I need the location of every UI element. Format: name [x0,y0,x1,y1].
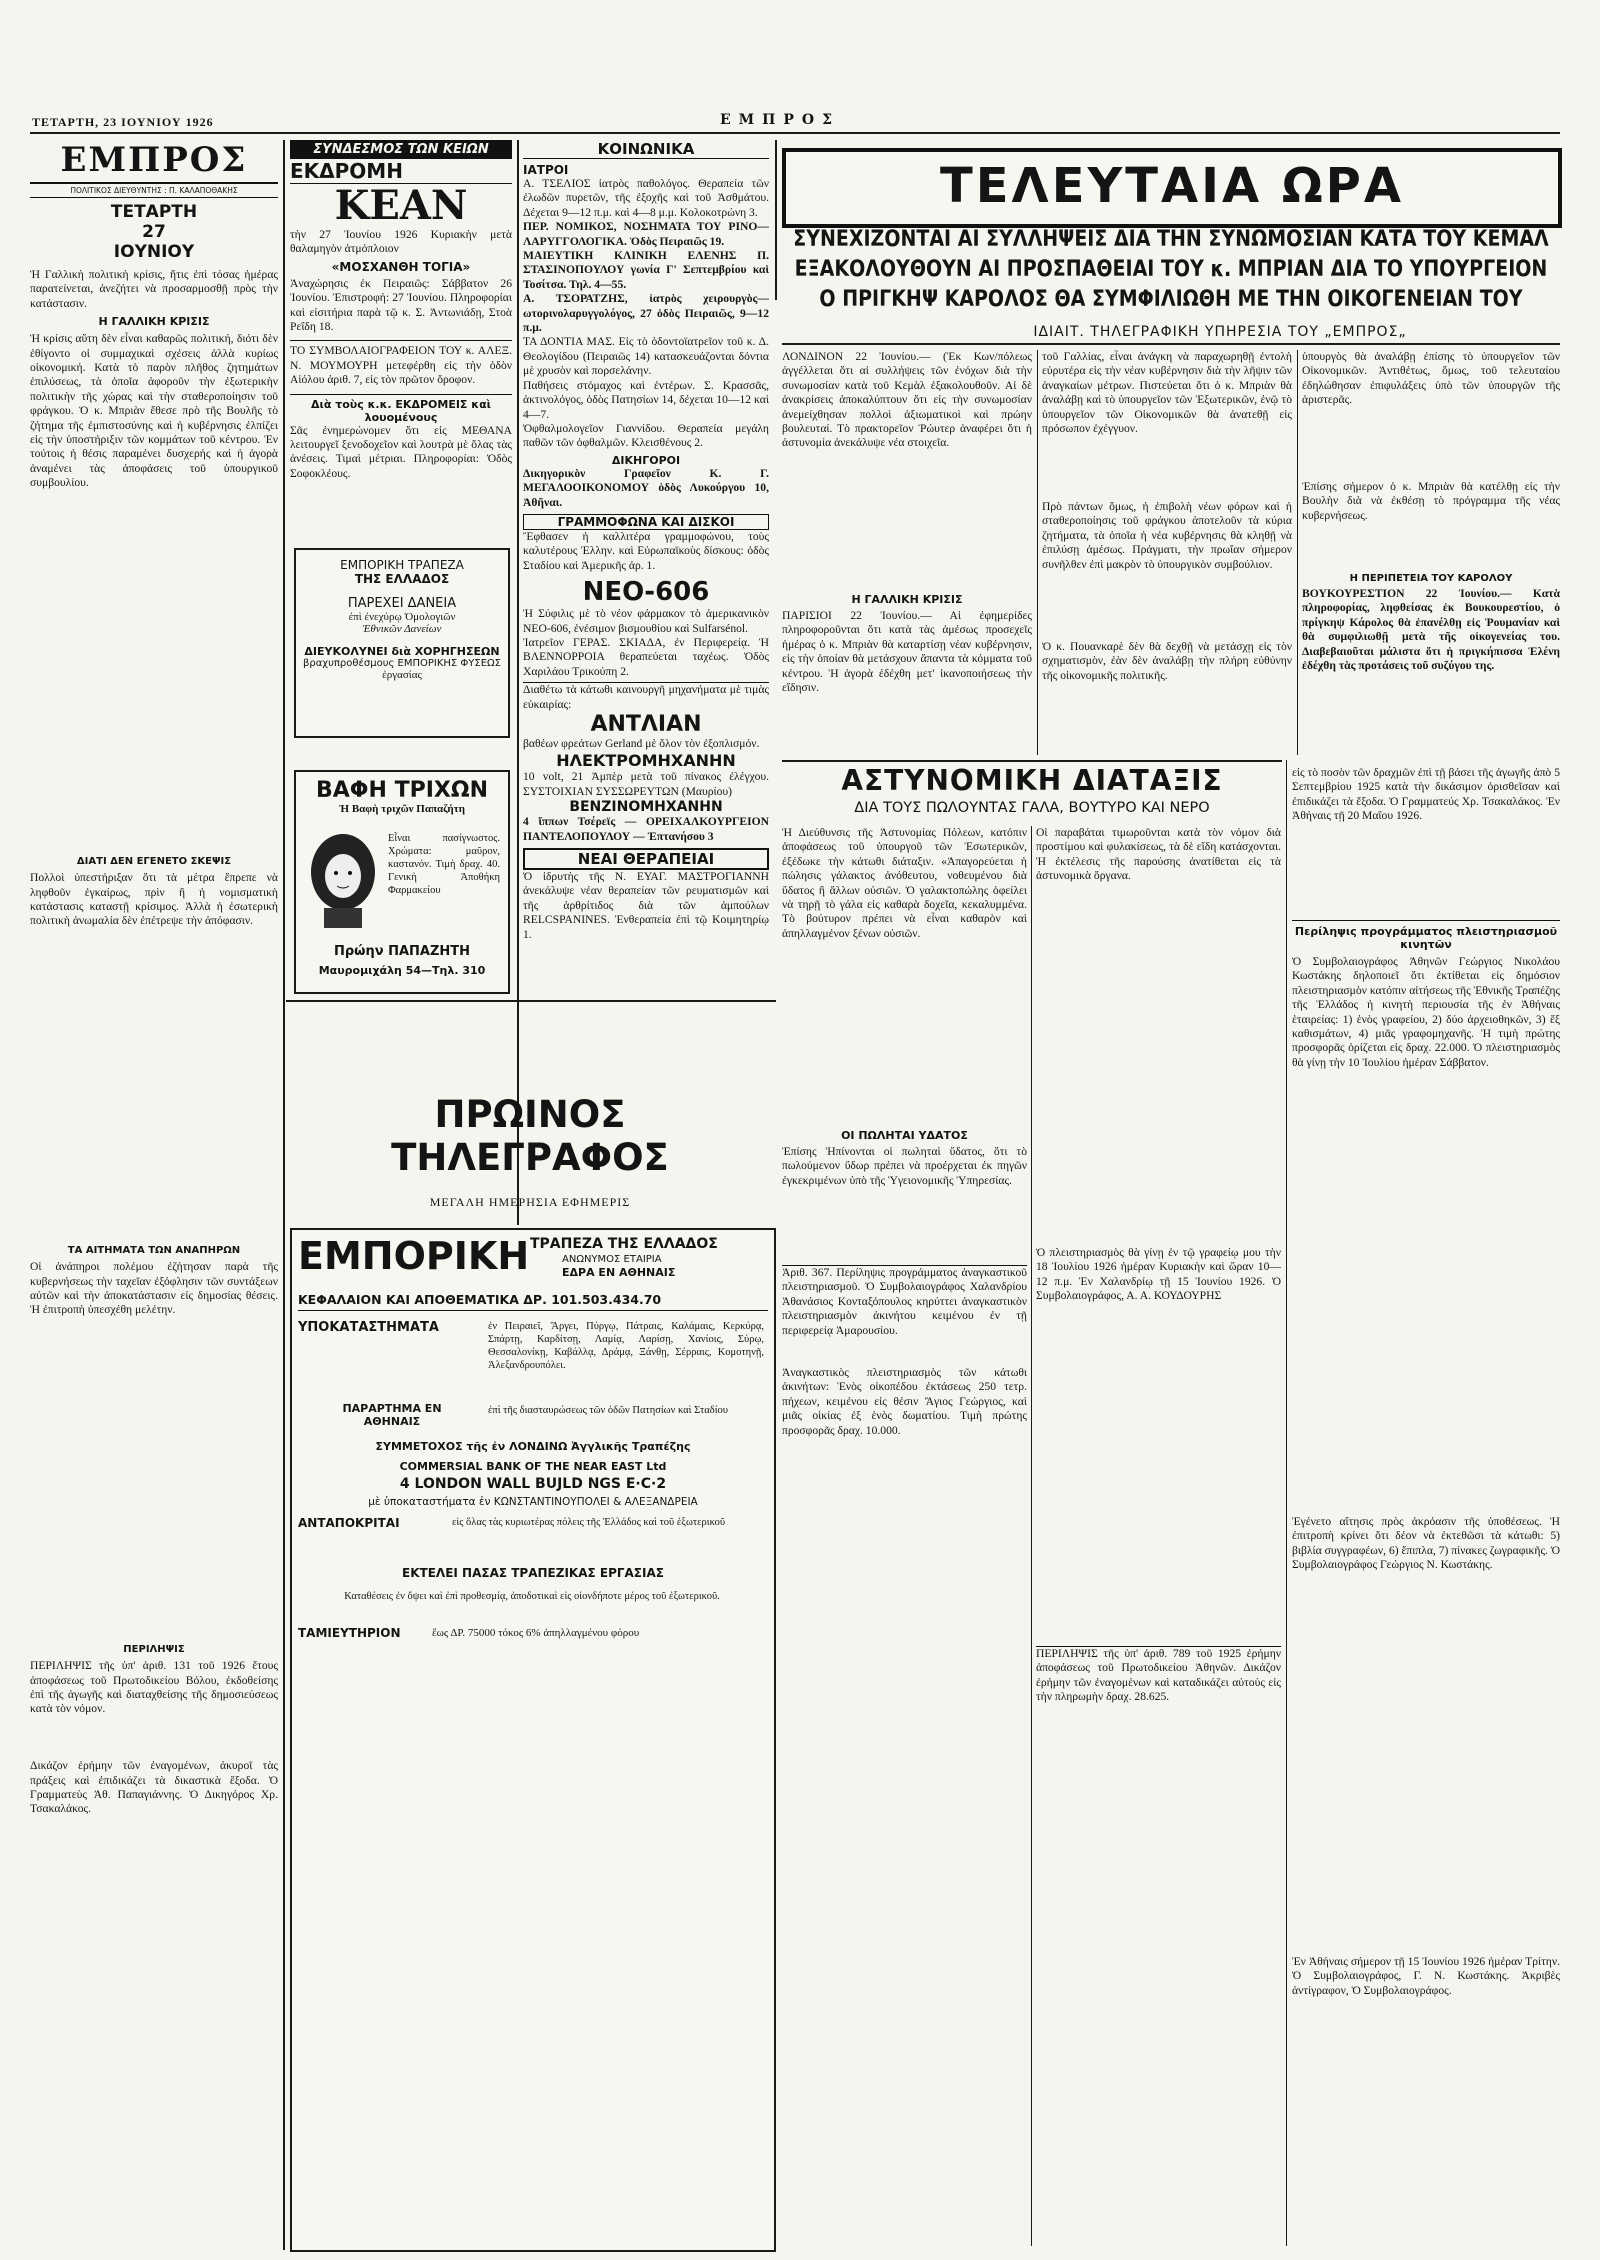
correspondents-text: εἰς ὅλας τὰς κυριωτέρας πόλεις τῆς Ἑλλάδος καὶ τοῦ ἐξωτερικοῦ [452,1517,726,1528]
weekday: ΤΕΤΑΡΤΗ [110,202,198,222]
last-hour-title: ΤΕΛΕΥΤΑΙΑ ΩΡΑ [940,158,1404,214]
news-text: Πρὸ πάντων ὅμως, ἡ ἐπιβολὴ νέων φόρων καὶ ἡ σταθεροποίησις τοῦ φράγκου ἀποτελοῦν τὰ κύρια ζητήματα, τὰ ὁποῖα ἡ νέα κυβέρνησις θὰ κληθῇ νὰ ἐπιλύσῃ ἀμέσως. Πράγματι, τὴν πρωΐαν σήμερον συνῆλθεν ἐπὶ μακρὸν τὸ ὑπουργικὸν συμβούλιον. [1042,500,1292,571]
partner-address: 4 LONDON WALL BUJLD NGS E·C·2 [399,1476,667,1492]
notices-col [1292,766,1560,2246]
annex-label: ΠΑΡΑΡΤΗΜΑ ΕΝ ΑΘΗΝΑΙΣ [342,1402,442,1428]
social-heading: ΚΟΙΝΩΝΙΚΑ [523,140,769,159]
bank-country: ΤΗΣ ΕΛΛΑΔΟΣ [354,572,450,586]
listing: Α. ΤΣΕΛΙΟΣ ἰατρὸς παθολόγος. Θεραπεία τῶν ἐλωδῶν πυρετῶν, τῆς ἐξοχῆς καὶ τοῦ Ἀσθμάτου. Δέχεται 9—12 π.μ. καὶ 4—8 μ.μ. Κολοκοτρώνη 3. [523,177,769,219]
col-divider-1 [283,140,285,2250]
annex-text: ἐπὶ τῆς διασταυρώσεως τῶν ὁδῶν Πατησίων καὶ Σταδίου [488,1405,728,1416]
listing: 4 ἵππων Τσέρεϊς — ΟΡΕΙΧΑΛΚΟΥΡΓΕΙΟΝ ΠΑΝΤΕΛΟΠΟΥΛΟΥ — Ἐπτανήσου 3 [523,815,769,843]
news-text: ὑπουργὸς θὰ ἀναλάβῃ ἐπίσης τὸ ὑπουργεῖον τῶν Οἰκονομικῶν. Ἀντιθέτως, ὅμως, τοῦ τελευταίου ἐδηλώθησαν ἐπιφυλάξεις ὑπὸ τῶν ὑπουργῶν τῆς ἀριστερᾶς. [1302,350,1560,407]
date-number: 27 [142,222,166,242]
divider [782,760,1282,762]
police-text: Ἐπίσης Ἠπίνονται οἱ πωληταὶ ὕδατος, ὅτι τὸ πωλούμενον ὕδωρ πρέπει νὰ προέρχεται ἐκ πηγῶν ἐγκεκριμένων ὑπὸ τῆς Ὑγειονομικῆς Ὑπηρεσίας. [782,1145,1027,1187]
listing: Ὀφθαλμολογεῖον Γιαννίδου. Θεραπεία μεγάλη παθῶν τῶν ὀφθαλμῶν. Κλεισθένους 2. [523,421,769,450]
news-text: ΒΟΥΚΟΥΡΕΣΤΙΟΝ 22 Ἰουνίου.— Κατὰ πληροφορίας, ληφθείσας ἐκ Βουκουρεστίου, ὁ πρίγκηψ Κάρολος θὰ ἐπανέλθῃ εἰς Ῥουμανίαν καὶ θὰ συμφιλιωθῇ μετὰ τῆς οἰκογενείας του. Διαβεβαιοῦται μάλιστα ὅτι ἡ πριγκήπισσα Ἑλένη ἐδέχθη τὰς προτάσεις τοῦ συζύγου της. [1302,587,1560,673]
lawyers-heading: ΔΙΚΗΓΟΡΟΙ [611,453,681,467]
dye-address: Μαυρομιχάλη 54—Τηλ. 310 [318,964,486,977]
excursion-heading: ΕΚΔΡΟΜΗ [290,159,512,184]
notice-text: ΠΕΡΙΛΗΨΙΣ τῆς ὑπ' ἀριθ. 131 τοῦ 1926 ἔτους ἀποφάσεως τοῦ Πρωτοδικείου Βόλου, ἐκδοθείσης ἐπὶ τῆς ἀγωγῆς καὶ διαταχθείσης τῆς δημοσιεύσεως κατὰ τὸν νόμον. [30,1659,278,1716]
news-col-3 [1302,350,1560,755]
morning-telegraph-subtitle: ΜΕΓΑΛΗ ΗΜΕΡΗΣΙΑ ΕΦΗΜΕΡΙΣ [429,1195,631,1209]
doctors-heading: ΙΑΤΡΟΙ [523,163,569,177]
news-text: Ὁ κ. Πουανκαρὲ δὲν θὰ δεχθῇ νὰ μετάσχῃ εἰς τὸν σχηματισμὸν, ἐὰν δὲν ἀναλάβῃ τὴν πλήρη εὐθύνην τῆς οἰκονομικῆς πολιτικῆς. [1042,640,1292,682]
association-banner: ΣΥΝΔΕΣΜΟΣ ΤΩΝ ΚΕΙΩΝ [290,140,512,159]
editorial-text: Ἡ Γαλλικὴ πολιτικὴ κρίσις, ἥτις ἐπὶ τόσας ἡμέρας παρατείνεται, ἀνεζήτει νὰ προσαρμοσθῇ πρὸς τὴν κατάστασιν. [30,268,278,310]
auction-notice: Ἀναγκαστικὸς πλειστηριασμὸς τῶν κάτωθι ἀκινήτων: Ἑνὸς οἰκοπέδου ἐκτάσεως 250 τετρ. πήχεων, κειμένου εἰς θέσιν Ἅγιος Γεώργιος, καὶ μιᾶς οἰκίας ἐξ ἑνὸς δωματίου. Τιμὴ πρώτης προσφορᾶς δραχ. 10.000. [782,1366,1027,1437]
pump-heading: ΑΝΤΛΙΑΝ [590,712,702,737]
director-line: ΠΟΛΙΤΙΚΟΣ ΔΙΕΥΘΥΝΤΗΣ : Π. ΚΑΛΑΠΟΘΑΚΗΣ [30,184,278,198]
col-divider [1286,760,1287,2246]
news-text: Ἐπίσης σήμερον ὁ κ. Μπριὰν θὰ κατέλθῃ εἰς τὴν Βουλὴν διὰ νὰ ἐκθέσῃ τὸ πρόγραμμα τῆς νέας κυβερνήσεως. [1302,480,1560,522]
column-social [523,140,769,1005]
last-hour-banner [782,148,1562,228]
headline-1: ΣΥΝΕΧΙΖΟΝΤΑΙ ΑΙ ΣΥΛΛΗΨΕΙΣ ΔΙΑ ΤΗΝ ΣΥΝΩΜΟΣΙΑΝ ΚΑΤΑ ΤΟΥ ΚΕΜΑΛ [793,226,1549,252]
dye-subtitle: Ἡ Βαφὴ τριχῶν Παπαζήτη [339,803,465,815]
judgment-notice: εἰς τὸ ποσὸν τῶν δραχμῶν ἐπὶ τῇ βάσει τῆς ἀγωγῆς ἀπὸ 5 Σεπτεμβρίου 1925 κατὰ τὴν δικάσιμον ὁρισθεῖσαν καὶ ἐπιδικάζει τὰ ἔξοδα. Ὁ Γραμματεύς Χρ. Τσακαλάκος. Ἐν Ἀθήναις τῇ 20 Μαΐου 1926. [1292,766,1560,823]
excursion-text: τὴν 27 Ἰουνίου 1926 Κυριακὴν μετὰ θαλαμηγὸν ἀτμόπλοιον [290,228,512,256]
col-divider [1297,350,1298,755]
notary-notice: ΤΟ ΣΥΜΒΟΛΑΙΟΓΡΑΦΕΙΟΝ ΤΟΥ κ. ΑΛΕΞ. Ν. ΜΟΥΜΟΥΡΗ μετεφέρθη εἰς τὴν ὁδὸν Αἰόλου ἀριθ. 7, εἰς τὸν πρῶτον ὄροφον. [290,340,512,387]
bonds-line-2: Ἐθνικῶν Δανείων [362,623,442,635]
grants-line-3: ἐργασίας [382,669,422,681]
col-divider [1031,826,1032,2246]
grants-line: ΔΙΕΥΚΟΛΥΝΕΙ διὰ ΧΟΡΗΓΗΣΕΩΝ [304,645,500,658]
loans-line: ΠΑΡΕΧΕΙ ΔΑΝΕΙΑ [347,596,457,611]
column-editorial [30,140,278,2250]
ship-name: «ΜΟΣΧΑΝΘΗ ΤΟΓΙΑ» [331,259,471,274]
listing: Ἔφθασεν ἡ καλλιτέρα γραμμοφώνου, τοὺς καλυτέρους Ἑλλην. καὶ Εὐρωπαϊκοὺς δίσκους: ὁδὸς Σταδίου καὶ Ἀμερικῆς ἀρ. 1. [523,529,769,572]
notice-text: Δικάζον ἐρήμην τῶν ἐναγομένων, ἀκυροῖ τὰς πράξεις καὶ ἐπιδικάζει τὰ δικαστικὰ ἔξοδα. Ὁ Γραμματεὺς Ἀθ. Παπαγιάννης. Ὁ Δικηγόρος Χρ. Τσακαλάκος. [30,1759,278,1816]
morning-telegraph-ad [290,1005,770,1220]
bank-ad-name: ΕΜΠΟΡΙΚΗ [298,1234,530,1278]
judgment-notice: ΠΕΡΙΛΗΨΙΣ τῆς ὑπ' ἀριθ. 789 τοῦ 1925 ἐρήμην ἀποφάσεως τοῦ Πρωτοδικείου Ἀθηνῶν. Δικάζον ἐρήμην τῶν ἐναγομένων καὶ καταδικάζει αὐτοὺς εἰς τὴν πληρωμὴν δραχ. 28.625. [1036,1646,1281,1847]
portrait-illustration [304,828,382,928]
partner-label: ΣΥΜΜΕΤΟΧΟΣ τῆς ἐν ΛΟΝΔΙΝΩ Ἀγγλικῆς Τραπέζης [375,1440,691,1453]
bonds-line: ἐπὶ ἐνεχύρῳ Ὁμολογιῶν [348,611,456,623]
police-col-2 [1036,826,1281,2246]
dye-store: Πρώην ΠΑΠΑΖΗΤΗ [333,944,471,959]
commercial-bank-ad [290,1228,776,2252]
month: ΙΟΥΝΙΟΥ [113,242,195,262]
bank-name: ΕΜΠΟΡΙΚΗ ΤΡΑΠΕΖΑ [340,558,464,572]
listing: ΜΑΙΕΥΤΙΚΗ ΚΛΙΝΙΚΗ ΕΛΕΝΗΣ Π. ΣΤΑΣΙΝΟΠΟΥΛΟΥ γωνία Γ' Σεπτεμβρίου καὶ Τοσίτσα. Τηλ. 4—55. [523,249,769,291]
partner-bank: COMMERSIAL BANK OF THE NEAR EAST Ltd [399,1460,667,1473]
methana-text: Σᾶς ἐνημερώνομεν ὅτι εἰς ΜΕΘΑΝΑ λειτουργεῖ ξενοδοχεῖον καὶ λουτρὰ μὲ ὅλας τὰς ἀνέσεις. Τιμαὶ μέτριαι. Πληροφορίαι: Ὁδὸς Σοφοκλέους. [290,423,512,480]
auction-notice: Ἐγένετο αἴτησις πρὸς ἀκρόασιν τῆς ὑποθέσεως. Ἡ ἐπιτροπὴ κρίνει ὅτι δέον νὰ ἐκτεθῶσι τὰ κάτωθι: 5) βιβλία συγγραφέων, 6) ἔπιπλα, 7) πίνακες ζωγραφικῆς. Ὁ Συμβολαιογράφος Γεώργιος Ν. Κωστάκης. [1292,1515,1560,1572]
headline-3: Ο ΠΡΙΓΚΗΨ ΚΑΡΟΛΟΣ ΘΑ ΣΥΜΦΙΛΙΩΘΗ ΜΕ ΤΗΝ ΟΙΚΟΓΕΝΕΙΑΝ ΤΟΥ [819,286,1523,312]
news-text: τοῦ Γαλλίας, εἶναι ἀνάγκη νὰ παραχωρηθῇ ἐντολὴ εὐρυτέρα εἰς τὴν νέαν κυβέρνησιν διὰ τὴν λῆψιν τῶν ἀναγκαίων μέτρων. Πιστεύεται ὅτι ὁ κ. Μπριὰν θὰ ἀναλάβῃ καὶ τὸ ὑπουργεῖον τῶν Ἐξωτερικῶν, ἐνῷ τὸ ὑπουργεῖον τῶν Οἰκονομικῶν θὰ ἀνατεθῇ εἰς πρόσωπον ἐχέγγυον. [1042,350,1292,436]
listing: ΠΕΡ. ΝΟΜΙΚΟΣ, ΝΟΣΗΜΑΤΑ ΤΟΥ ΡΙΝΟ—ΛΑΡΥΓΓΟΛΟΓΙΚΑ. Ὁδὸς Πειραιῶς 19. [523,220,769,248]
dye-title: ΒΑΦΗ ΤΡΙΧΩΝ [316,778,488,803]
bank-ad-line3: ΕΔΡΑ ΕΝ ΑΘΗΝΑΙΣ [562,1266,676,1279]
police-title: ΑΣΤΥΝΟΜΙΚΗ ΔΙΑΤΑΞΙΣ [841,764,1223,797]
police-subtitle: ΔΙΑ ΤΟΥΣ ΠΩΛΟΥΝΤΑΣ ΓΑΛΑ, ΒΟΥΤΥΡΟ ΚΑΙ ΝΕΡΟ [854,800,1210,816]
news-text: ΠΑΡΙΣΙΟΙ 22 Ἰουνίου.— Αἱ ἐφημερίδες πληροφοροῦνται ὅτι κατὰ τὰς ἀμέσως προσεχεῖς ἡμέρας ὁ κ. Μπριὰν θὰ καταρτίσῃ νέαν κυβέρνησιν, εἰς τὴν ὁποίαν θὰ μετάσχουν ἅπαντα τὰ κόμματα τοῦ κέντρου. Ἡ ἀγορὰ ἐδέχθη μετ' ἱκανοποιήσεως τὴν εἴδησιν. [782,609,1032,695]
listing: Ἰατρεῖον ΓΕΡΑΣ. ΣΚΙΑΔΑ, ἐν Περιφερείᾳ. Ἡ ΒΛΕΝΝΟΡΡΟΙΑ θεραπεύεται ταχέως. Ὁδὸς Χαριλάου Τρικούπη 2. [523,635,769,678]
correspondents-label: ΑΝΤΑΠΟΚΡΙΤΑΙ [298,1516,400,1530]
branches-list: ἐν Πειραιεῖ, Ἄργει, Πύργῳ, Πάτραις, Καλάμαις, Κερκύρᾳ, Σπάρτῃ, Καρδίτσῃ, Λαμίᾳ, Λαρίσῃ, Χανίοις, Σύρῳ, Θεσσαλονίκῃ, Καβάλλᾳ, Δράμᾳ, Ξάνθῃ, Σέρραις, Κομοτηνῇ, Ἀλεξανδρουπόλει. [488,1321,764,1371]
listing: Διαθέτω τὰ κάτωθι καινουργῆ μηχανήματα μὲ τιμὰς εὐκαιρίας: [523,683,769,711]
listing: Δικηγορικὸν Γραφεῖον Κ. Γ. ΜΕΓΑΛΟΟΙΚΟΝΟΜΟΥ ὁδὸς Λυκούργου 10, Ἀθῆναι. [523,466,769,509]
news-subhead: Η ΓΑΛΛΙΚΗ ΚΡΙΣΙΣ [851,593,963,606]
news-subhead: Η ΠΕΡΙΠΕΤΕΙΑ ΤΟΥ ΚΑΡΟΛΟΥ [1349,573,1513,584]
editorial-text: Ἡ κρίσις αὕτη δὲν εἶναι καθαρῶς πολιτική, διότι δὲν ἐθίγοντο οἱ συμμαχικαὶ σχέσεις ἀλλὰ κυρίως οἰκονομική. Κατὰ τὸ παρὸν πλῆθος ζητημάτων ἐπιλύσεως, τὰ ὁποῖα ἀφοροῦν τὴν ἐξωτερικὴν πολιτικὴν τῆς χώρας καὶ τὴν σταθεροποίησιν τοῦ φράγκου. Ὁ κ. Μπριὰν ἔθεσε πρὸ τῆς Βουλῆς τὸ ζήτημα τῆς ἐμπιστοσύνης καὶ ἡ κυβέρνησις ἐλπίζει εἰς τὴν ὑποστήριξιν τῶν κομμάτων τοῦ κέντρου. Ἐν τούτοις ἡ θέσις παραμένει δυσχερής καὶ ἡ ἀγορὰ ἀναμένει τὰς ἀποφάσεις τοῦ ὑπουργικοῦ συμβουλίου. [30,332,278,490]
police-text: Οἱ παραβάται τιμωροῦνται κατὰ τὸν νόμον διὰ προστίμου καὶ φυλακίσεως, τὰ δὲ εἴδη κατάσχονται. Ἡ ἐκτέλεσις τῆς παρούσης ἀνατίθεται εἰς τὰ ἀστυνομικὰ ὄργανα. [1036,826,1281,883]
excursion-text: Ἀναχώρησις ἐκ Πειραιῶς: Σάββατον 26 Ἰουνίου. Ἐπιστροφή: 27 Ἰουνίου. Πληροφορίαι καὶ εἰσιτήρια παρὰ τῷ κ. Σ. Ἀντωνιάδῃ, Στοὰ Ρεΐδη 18. [290,276,512,334]
divider [782,343,1560,345]
auction-notice: Ἀριθ. 367. Περίληψις προγράμματος ἀναγκαστικοῦ πλειστηριασμοῦ. Ὁ Συμβολαιογράφος Χαλανδρίου Ἀθανάσιος Κονταξόπουλος κηρύττει ἀναγκαστικὸν πλειστηριασμὸν ἀκινήτου κειμένου ἐν τῇ περιφερείᾳ Ἀμαρουσίου. [782,1265,1027,1366]
auction-notice: Ὁ Συμβολαιογράφος Ἀθηνῶν Γεώργιος Νικολάου Κωστάκης δηλοποιεῖ ὅτι ἐκτίθεται εἰς δημόσιον πλειστηριασμὸν κατόπιν αἰτήσεως τῆς Ἐθνικῆς Τραπέζης τῆς Ἑλλάδος ἡ κινητὴ περιουσία τῆς ἐν Ἀθήναις ἑταιρείας: 1) ἑνὸς γραφείου, 2) δύο ἀρχειοθηκῶν, 3) ἕξ καθισμάτων, 4) μιᾶς γραφομηχανῆς. Ἡ τιμὴ πρώτης προσφορᾶς ὁρίζεται εἰς δραχ. 22.000. Ὁ πλειστηριασμὸς θὰ γίνῃ τὴν 10 Ἰουλίου ἡμέραν Σάββατον. [1292,955,1560,1069]
branches-label: ΥΠΟΚΑΤΑΣΤΗΜΑΤΑ [298,1320,439,1335]
col-divider-3 [775,140,777,300]
auction-notice: Ὁ πλειστηριασμὸς θὰ γίνῃ ἐν τῷ γραφείῳ μου τὴν 18 Ἰουλίου 1926 ἡμέραν Κυριακὴν καὶ ὥραν 10—12 π.μ. Ἐν Χαλανδρίῳ τῇ 15 Ἰουνίου 1926. Ὁ Συμβολαιογράφος, Α. Α. ΚΟΥΔΟΥΡΗΣ [1036,1246,1281,1303]
gramophone-heading: ΓΡΑΜΜΟΦΩΝΑ ΚΑΙ ΔΙΣΚΟΙ [523,514,769,530]
col-divider [1037,350,1038,755]
news-col-2 [1042,350,1292,755]
deposits-text: Καταθέσεις ἐν ὄψει καὶ ἐπὶ προθεσμίᾳ, ἀποδοτικαὶ εἰς οἱονδήποτε μέρος τοῦ ἐξωτερικοῦ. [344,1591,720,1602]
listing: Α. ΤΣΟΡΑΤΖΗΣ, ἰατρὸς χειρουργὸς—ωτορινολαρυγγολόγος, 27 ὁδὸς Πειραιῶς, 9—12 π.μ. [523,292,769,335]
top-rule [30,132,1560,134]
listing: Παθήσεις στόμαχος καὶ ἐντέρων. Σ. Κρασσᾶς, ἀκτινολόγος, ὁδὸς Πατησίων 14, δέχεται 10—12 καὶ 4—7. [523,378,769,421]
listing: ΤΑ ΔΟΝΤΙΑ ΜΑΣ. Εἰς τὸ ὀδοντοϊατρεῖον τοῦ κ. Δ. Θεολογίδου (Πειραιῶς 14) κατασκευάζονται δόντια μὲ χρυσὸν καὶ πορσελάνην. [523,335,769,378]
headline-2: ΕΞΑΚΟΛΟΥΘΟΥΝ ΑΙ ΠΡΟΣΠΑΘΕΙΑΙ ΤΟΥ κ. ΜΠΡΙΑΝ ΔΙΑ ΤΟ ΥΠΟΥΡΓΕΙΟΝ [794,256,1548,282]
editorial-text: Οἱ ἀνάπηροι πολέμου ἐζήτησαν παρὰ τῆς κυβερνήσεως τὴν ταχεῖαν ἐξόφλησιν τῶν συντάξεων αὐτῶν καὶ τὴν ἀποκατάστασιν εἰς δημοσίας θέσεις. Ἡ ἐπιτροπὴ ὑπεσχέθη μελέτην. [30,1260,278,1317]
police-col-1 [782,826,1027,2246]
bank-ad-line2: ΑΝΩΝΥΜΟΣ ΕΤΑΙΡΙΑ [562,1254,662,1265]
excursionists-notice: Διὰ τοὺς κ.κ. ΕΚΔΡΟΜΕΙΣ καὶ λουομένους [290,394,512,424]
editorial-text: Πολλοὶ ὑπεστήριξαν ὅτι τὰ μέτρα ἔπρεπε νὰ ληφθοῦν ἐγκαίρως, πρὶν ἢ ἡ νομισματικὴ κατάστασις καταστῇ κρίσιμος. Ἀλλὰ ἡ ἐσωτερικὴ πολιτικὴ ἀνωμαλία δὲν ἐπέτρεψε τὴν ἀπόφασιν. [30,871,278,928]
masthead-small: ΕΜΠΡΟΣ [720,112,841,128]
bank-ad-line1: ΤΡΑΠΕΖΑ ΤΗΣ ΕΛΛΑΔΟΣ [530,1236,718,1252]
dateline: ΤΕΤΑΡΤΗ, 23 ΙΟΥΝΙΟΥ 1926 [32,115,214,129]
engine-heading: ΒΕΝΖΙΝΟΜΗΧΑΝΗΝ [569,799,723,816]
listing: βαθέων φρεάτων Gerland μὲ ὅλον τὸν ἐξοπλισμόν. [523,737,760,750]
auction-heading: Περίληψις προγράμματος πλειστηριασμοῦ κινητῶν [1292,920,1560,951]
paper-title: ΕΜΠΡΟΣ [30,140,278,184]
savings-text: ἕως ΔΡ. 75000 τόκος 6% ἀπηλλαγμένου φόρου [432,1627,640,1639]
generator-heading: ΗΛΕΚΤΡΟΜΗΧΑΝΗΝ [556,751,736,771]
destination: ΚΕΑΝ [334,182,468,229]
bank-services: ΕΚΤΕΛΕΙ ΠΑΣΑΣ ΤΡΑΠΕΖΙΚΑΣ ΕΡΓΑΣΙΑΣ [402,1566,664,1580]
police-text: Ἡ Διεύθυνσις τῆς Ἀστυνομίας Πόλεων, κατόπιν ἀποφάσεως τοῦ ὑπουργοῦ τῶν Ἐσωτερικῶν, ἐξέδωκε τὴν κάτωθι διάταξιν. «Ἀπαγορεύεται ἡ πώλησις γάλακτος ἀνόθευτου, νοθευμένου διὰ ὕδατος ἢ ἄλλων οὐσιῶν. Ὁ γαλακτοπώλης ὀφείλει νὰ τηρῇ τὸ γάλα εἰς καθαρὰ δοχεῖα, κεκαλυμμένα. Τὸ βούτυρον πρέπει νὰ εἶναι καθαρὸν καὶ ἀπηλλαγμένον ξένων οὐσιῶν. [782,826,1027,940]
bank-loans-ad [294,548,510,738]
partner-branches: μὲ ὑποκαταστήματα ἐν ΚΩΝΣΤΑΝΤΙΝΟΥΠΟΛΕΙ & ΑΛΕΞΑΝΔΡΕΙΑ [368,1496,698,1508]
wire-service: ΙΔΙΑΙΤ. ΤΗΛΕΓΡΑΦΙΚΗ ΥΠΗΡΕΣΙΑ ΤΟΥ „ΕΜΠΡΟΣ„ [1033,324,1407,340]
subhead-reflection: ΔΙΑΤΙ ΔΕΝ ΕΓΕΝΕΤΟ ΣΚΕΨΙΣ [76,856,232,868]
listing: Ὁ ἰδρυτὴς τῆς Ν. ΕΥΑΓ. ΜΑΣΤΡΟΓΙΑΝΝΗ ἀνεκάλυψε νέαν θεραπείαν τῶν ρευματισμῶν καὶ τῆς ἀρθρίτιδος διὰ τῶν ἀμπούλων RELCSPANINES. Ἐνθεραπεία ἐπὶ τῷ Κοιμητηρίῳ 1. [523,870,769,941]
listing: 10 volt, 21 Ἀμπὲρ μετὰ τοῦ πίνακος ἐλέγχου. ΣΥΣΤΟΙΧΙΑΝ ΣΥΣΣΩΡΕΥΤΩΝ (Μαυρίου) [523,770,769,798]
grants-line-2: βραχυπροθέσμους ΕΜΠΟΡΙΚΗΣ ΦΥΣΕΩΣ [302,658,501,669]
savings-label: ΤΑΜΙΕΥΤΗΡΙΟΝ [298,1626,401,1640]
bank-capital: ΚΕΦΑΛΑΙΟΝ ΚΑΙ ΑΠΟΘΕΜΑΤΙΚΑ ΔΡ. 101.503.434.70 [298,1292,768,1311]
notice-heading: ΠΕΡΙΛΗΨΙΣ [123,1644,185,1656]
auction-notice: Ἐν Ἀθήναις σήμερον τῇ 15 Ἰουνίου 1926 ἡμέραν Τρίτην. Ὁ Συμβολαιογράφος, Γ. Ν. Κωστάκης. Ἀκριβὲς ἀντίγραφον, Ὁ Συμβολαιογράφος. [1292,1955,1560,1997]
morning-telegraph-title: ΠΡΩΙΝΟΣ ΤΗΛΕΓΡΑΦΟΣ [391,1093,669,1179]
listing: Ἡ Σύφιλις μὲ τὸ νέον φάρμακον τὸ ἀμερικανικὸν ΝΕΟ-606, ἐνέσιμον βισμουθίου καὶ Sulfarsénol. [523,607,769,635]
neo606-heading: ΝΕΟ-606 [582,577,710,608]
subhead-disabled: ΤΑ ΑΙΤΗΜΑΤΑ ΤΩΝ ΑΝΑΠΗΡΩΝ [67,1245,241,1257]
dye-text: Εἶναι πασίγνωστος. Χρώματα: μαῦρον, καστανόν. Τιμὴ δραχ. 40. Γενικὴ Ἀποθήκη Φαρμακείου [388,833,500,896]
hair-dye-ad [294,770,510,994]
news-col-1 [782,350,1032,755]
therapies-heading: ΝΕΑΙ ΘΕΡΑΠΕΙΑΙ [523,848,769,870]
subhead-gallic-crisis: Η ΓΑΛΛΙΚΗ ΚΡΙΣΙΣ [98,315,210,329]
water-subhead: ΟΙ ΠΩΛΗΤΑΙ ΥΔΑΤΟΣ [841,1129,968,1142]
news-text: ΛΟΝΔΙΝΟΝ 22 Ἰουνίου.— (Ἐκ Κων/πόλεως ἀγγέλλεται ὅτι αἱ συλλήψεις τῶν ἐνόχων διὰ τὴν συνωμοσίαν κατὰ τοῦ Κεμὰλ ἐξακολουθοῦν. Αἱ δὲ ἀνακρίσεις ἀποκαλύπτουν ὅτι εἰς τὴν συνωμοσίαν ἀνεμείχθησαν πολλοὶ ἀξιωματικοὶ καὶ πρώην βουλευταί. Τὸ πρακτορεῖον Ῥώυτερ ἀναφέρει ὅτι ἡ ἀστυνομία ἀνεκάλυψε νέα στοιχεῖα. [782,350,1032,450]
